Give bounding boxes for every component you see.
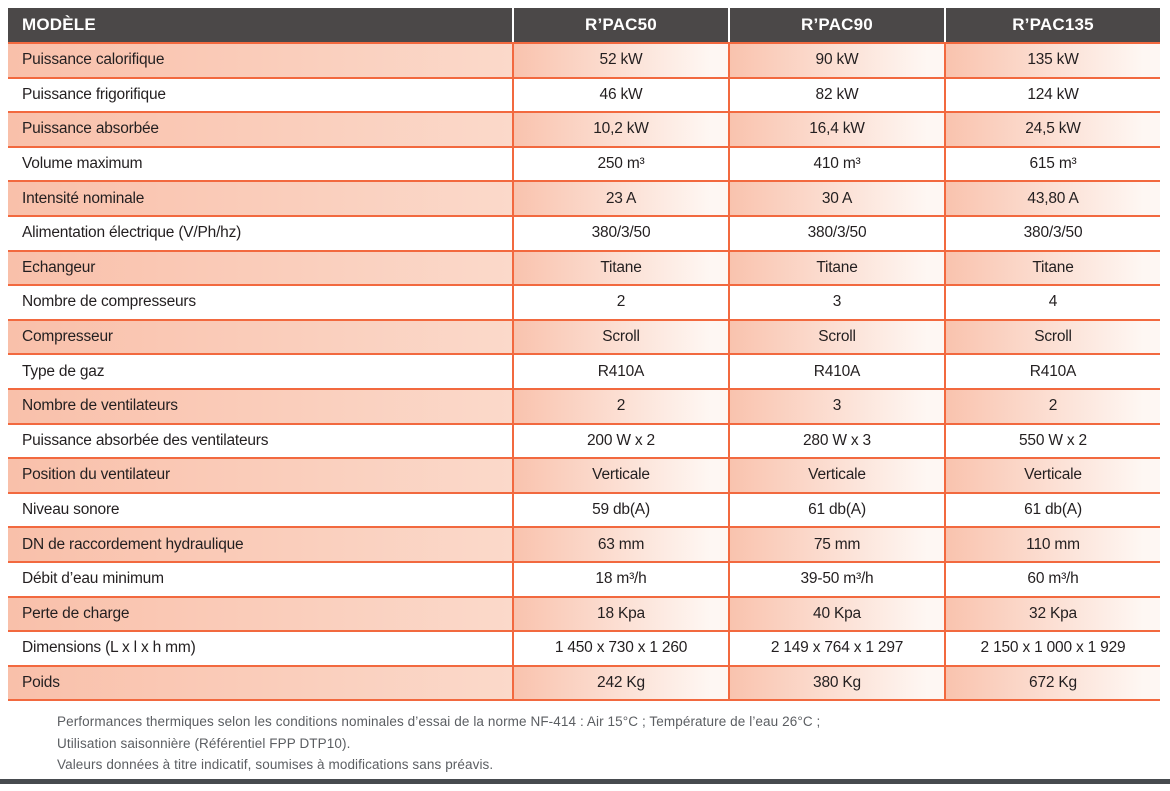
row-value: 18 Kpa: [512, 598, 728, 631]
row-value: 23 A: [512, 182, 728, 215]
row-value: 30 A: [728, 182, 944, 215]
table-row: [8, 79, 1160, 114]
row-label: Niveau sonore: [8, 494, 512, 527]
row-value: 3: [728, 390, 944, 423]
table-row: [8, 598, 1160, 633]
row-value: Titane: [512, 252, 728, 285]
row-value: 24,5 kW: [944, 113, 1160, 146]
row-value: 550 W x 2: [944, 425, 1160, 458]
row-label: Nombre de ventilateurs: [8, 390, 512, 423]
table-row: [8, 355, 1160, 390]
row-value: Titane: [728, 252, 944, 285]
row-value: 380/3/50: [512, 217, 728, 250]
row-value: Scroll: [512, 321, 728, 354]
row-value: 3: [728, 286, 944, 319]
row-value: Scroll: [944, 321, 1160, 354]
row-value: 124 kW: [944, 79, 1160, 112]
table-row: [8, 528, 1160, 563]
row-label: Alimentation électrique (V/Ph/hz): [8, 217, 512, 250]
row-value: 32 Kpa: [944, 598, 1160, 631]
row-label: Puissance frigorifique: [8, 79, 512, 112]
row-value: Verticale: [728, 459, 944, 492]
row-label: Débit d’eau minimum: [8, 563, 512, 596]
row-value: 1 450 x 730 x 1 260: [512, 632, 728, 665]
row-value: 39-50 m³/h: [728, 563, 944, 596]
row-label: Puissance calorifique: [8, 44, 512, 77]
row-value: R410A: [728, 355, 944, 388]
row-value: R410A: [512, 355, 728, 388]
row-label: Puissance absorbée des ventilateurs: [8, 425, 512, 458]
row-label: Poids: [8, 667, 512, 700]
row-label: Volume maximum: [8, 148, 512, 181]
row-value: 82 kW: [728, 79, 944, 112]
row-value: 61 db(A): [728, 494, 944, 527]
table-row: [8, 632, 1160, 667]
header-model-rpac90: R’PAC90: [730, 8, 944, 42]
bottom-rule: [0, 779, 1170, 784]
row-label: Nombre de compresseurs: [8, 286, 512, 319]
row-value: 380 Kg: [728, 667, 944, 700]
row-label: Dimensions (L x l x h mm): [8, 632, 512, 665]
row-value: 43,80 A: [944, 182, 1160, 215]
row-value: 250 m³: [512, 148, 728, 181]
table-header-row: [8, 8, 1160, 42]
table-row: [8, 182, 1160, 217]
table-row: [8, 148, 1160, 183]
row-value: 40 Kpa: [728, 598, 944, 631]
row-value: 59 db(A): [512, 494, 728, 527]
table-row: [8, 494, 1160, 529]
row-value: 135 kW: [944, 44, 1160, 77]
row-label: Echangeur: [8, 252, 512, 285]
row-value: R410A: [944, 355, 1160, 388]
header-model-rpac50: R’PAC50: [514, 8, 728, 42]
row-value: 380/3/50: [944, 217, 1160, 250]
table-row: [8, 113, 1160, 148]
table-row: [8, 321, 1160, 356]
row-value: 110 mm: [944, 528, 1160, 561]
row-label: Type de gaz: [8, 355, 512, 388]
row-label: Intensité nominale: [8, 182, 512, 215]
footnote-line-1: Performances thermiques selon les conditions nominales d’essai de la norme NF-414 : Air 15°C ; Température de l’eau 26°C ;: [57, 714, 821, 729]
row-value: 410 m³: [728, 148, 944, 181]
row-value: 615 m³: [944, 148, 1160, 181]
row-value: 16,4 kW: [728, 113, 944, 146]
row-value: 61 db(A): [944, 494, 1160, 527]
table-row: [8, 252, 1160, 287]
table-row: [8, 44, 1160, 79]
row-value: 75 mm: [728, 528, 944, 561]
row-label: Puissance absorbée: [8, 113, 512, 146]
table-row: [8, 217, 1160, 252]
row-label: Position du ventilateur: [8, 459, 512, 492]
table-row: [8, 667, 1160, 702]
row-value: 4: [944, 286, 1160, 319]
row-value: 242 Kg: [512, 667, 728, 700]
row-label: Perte de charge: [8, 598, 512, 631]
row-value: 60 m³/h: [944, 563, 1160, 596]
row-value: 280 W x 3: [728, 425, 944, 458]
footnote-line-2: Utilisation saisonnière (Référentiel FPP DTP10).: [57, 735, 351, 751]
row-value: Titane: [944, 252, 1160, 285]
table-row: [8, 390, 1160, 425]
spec-table: [8, 8, 1160, 701]
row-value: 2 150 x 1 000 x 1 929: [944, 632, 1160, 665]
row-value: 2: [512, 286, 728, 319]
row-value: 380/3/50: [728, 217, 944, 250]
header-modele: MODÈLE: [8, 8, 512, 42]
row-label: Compresseur: [8, 321, 512, 354]
row-label: DN de raccordement hydraulique: [8, 528, 512, 561]
footnotes: [57, 711, 1107, 776]
row-value: 63 mm: [512, 528, 728, 561]
row-value: 672 Kg: [944, 667, 1160, 700]
row-value: 52 kW: [512, 44, 728, 77]
row-value: 18 m³/h: [512, 563, 728, 596]
table-row: [8, 459, 1160, 494]
row-value: 2 149 x 764 x 1 297: [728, 632, 944, 665]
table-row: [8, 286, 1160, 321]
row-value: 10,2 kW: [512, 113, 728, 146]
footnote-line-3: Valeurs données à titre indicatif, soumises à modifications sans préavis.: [57, 757, 494, 772]
header-model-rpac135: R’PAC135: [946, 8, 1160, 42]
row-value: 46 kW: [512, 79, 728, 112]
row-value: 2: [512, 390, 728, 423]
row-value: 200 W x 2: [512, 425, 728, 458]
row-value: 2: [944, 390, 1160, 423]
table-body: [8, 42, 1160, 701]
row-value: Scroll: [728, 321, 944, 354]
row-value: 90 kW: [728, 44, 944, 77]
table-row: [8, 563, 1160, 598]
row-value: Verticale: [512, 459, 728, 492]
table-row: [8, 425, 1160, 460]
row-value: Verticale: [944, 459, 1160, 492]
